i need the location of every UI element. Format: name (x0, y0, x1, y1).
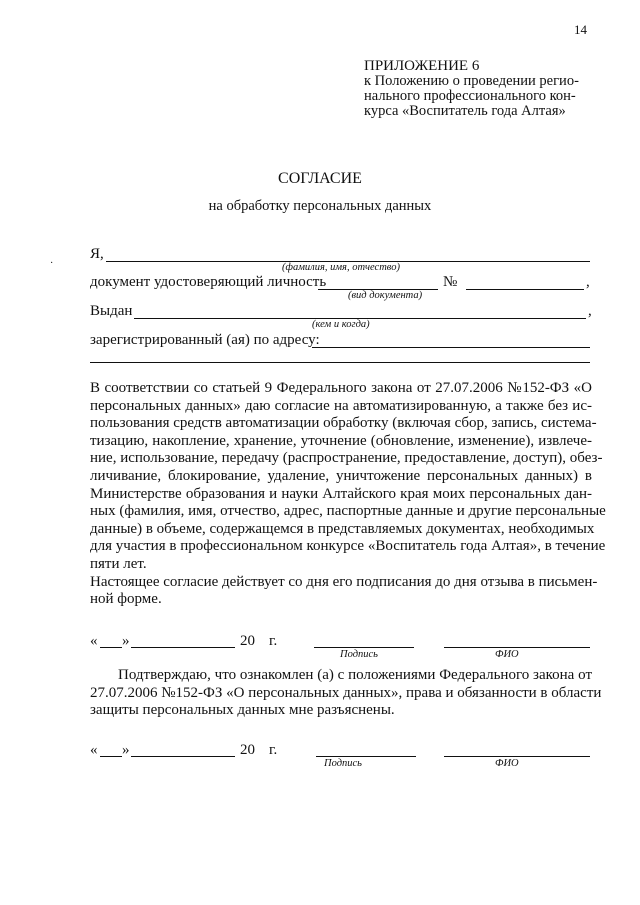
date-close-quote: » (122, 633, 130, 649)
address-line-2[interactable] (90, 362, 590, 363)
doc-hint: (вид документа) (348, 290, 423, 301)
document-subtitle: на обработку персональных данных (208, 198, 432, 214)
appendix-heading: ПРИЛОЖЕНИЕ 6 (364, 58, 480, 74)
fio-sign-line[interactable] (444, 756, 590, 757)
confirm-paragraph (90, 667, 602, 720)
fio-hint: (фамилия, имя, отчество) (282, 262, 400, 273)
month-line[interactable] (131, 647, 235, 648)
text-line: ной форме. (90, 591, 162, 608)
fio-sign-line[interactable] (444, 647, 590, 648)
issued-label: Выдан (90, 303, 133, 319)
comma: , (588, 303, 592, 319)
appendix-line: нального профессионального кон- (364, 88, 576, 104)
text-line: В соответствии со статьей 9 Федерального закона от 27.07.2006 №152-ФЗ «О (90, 380, 592, 396)
text-line: 27.07.2006 №152-ФЗ «О персональных данных», права и обязанности в области (90, 684, 602, 701)
signature-line[interactable] (314, 647, 414, 648)
signature-label: Подпись (340, 649, 378, 660)
year-suffix: г. (269, 633, 278, 649)
day-line[interactable] (100, 756, 122, 757)
text-line: Министерстве образования и науки Алтайского края моих персональных дан- (90, 485, 592, 502)
doc-label: документ удостоверяющий личность (90, 274, 327, 290)
appendix-line: к Положению о проведении регио- (364, 73, 579, 89)
text-line: ние, использование, передачу (распространение, предоставление, доступ), обез- (90, 450, 603, 467)
i-label: Я, (90, 246, 104, 262)
date-close-quote: » (122, 742, 130, 758)
comma: , (586, 274, 590, 290)
text-line: личивание, блокирование, удаление, уничтожение персональных данных) в (90, 467, 592, 484)
address-label: зарегистрированный (ая) по адресу: (90, 332, 320, 348)
issued-hint: (кем и когда) (312, 319, 370, 330)
date-open-quote: « (90, 633, 98, 649)
year-suffix: г. (269, 742, 278, 758)
text-line: пользования средств автоматизации обработку (включая сбор, запись, система- (90, 415, 597, 432)
signature-label: Подпись (324, 758, 362, 769)
text-line: персональных данных» даю согласие на автоматизированную, а также без ис- (90, 397, 592, 414)
fio-label: ФИО (495, 649, 519, 660)
appendix-line: курса «Воспитатель года Алтая» (364, 103, 566, 119)
text-line: тизацию, накопление, хранение, уточнение (обновление, изменение), извлече- (90, 432, 592, 449)
date-open-quote: « (90, 742, 98, 758)
day-line[interactable] (100, 647, 122, 648)
address-line-1[interactable] (312, 347, 590, 348)
year-prefix: 20 (240, 633, 255, 649)
scan-dot: · (50, 258, 54, 269)
document-title: СОГЛАСИЕ (278, 170, 362, 187)
text-line: ных (фамилия, имя, отчество, адрес, паспортные данные и другие персональные (90, 503, 606, 520)
text-line: Настоящее согласие действует со дня его подписания до дня отзыва в письмен- (90, 573, 598, 590)
fio-label: ФИО (495, 758, 519, 769)
month-line[interactable] (131, 756, 235, 757)
consent-paragraph (90, 380, 606, 609)
text-line: защиты персональных данных мне разъяснены. (90, 702, 395, 719)
signature-line[interactable] (316, 756, 416, 757)
text-line: для участия в профессиональном конкурсе «Воспитатель года Алтая», в течение (90, 538, 606, 555)
text-line: Подтверждаю, что ознакомлен (а) с положениями Федерального закона от (118, 667, 592, 683)
year-prefix: 20 (240, 742, 255, 758)
text-line: пяти лет. (90, 555, 147, 572)
page-number: 14 (574, 22, 587, 37)
number-sign: № (443, 274, 458, 290)
doc-number-line[interactable] (466, 289, 584, 290)
text-line: данные) в объеме, содержащемся в представляемых документах, необходимых (90, 520, 595, 537)
